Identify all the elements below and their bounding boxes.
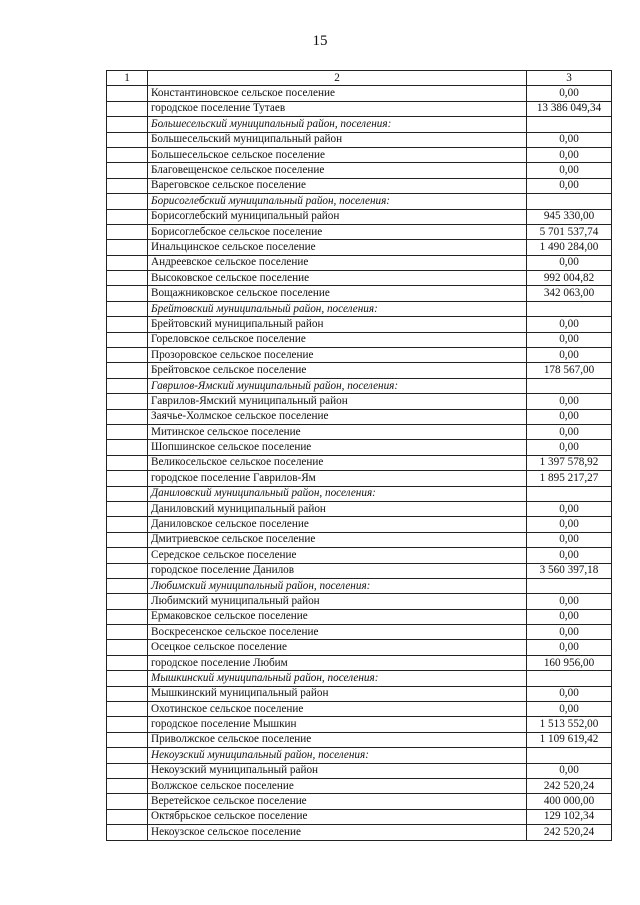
amount-cell: 0,00: [527, 332, 612, 347]
table-row: [107, 625, 612, 640]
settlement-name-cell: Волжское сельское поселение: [148, 778, 527, 793]
table-group-heading-row: [107, 748, 612, 763]
row-index-cell: [107, 825, 148, 840]
amount-cell: 129 102,34: [527, 809, 612, 824]
amount-cell: 1 490 284,00: [527, 240, 612, 255]
row-index-cell: [107, 317, 148, 332]
row-index-cell: [107, 517, 148, 532]
table-row: [107, 424, 612, 439]
settlement-name-cell: Гореловское сельское поселение: [148, 332, 527, 347]
district-heading-cell: Любимский муниципальный район, поселения:: [148, 578, 527, 593]
settlement-name-cell: Борисоглебское сельское поселение: [148, 224, 527, 239]
amount-cell: 0,00: [527, 609, 612, 624]
amount-cell: 242 520,24: [527, 778, 612, 793]
row-index-cell: [107, 717, 148, 732]
amount-cell: 178 567,00: [527, 363, 612, 378]
settlement-name-cell: Брейтовское сельское поселение: [148, 363, 527, 378]
table-body: [107, 86, 612, 840]
settlement-name-cell: Вареговское сельское поселение: [148, 178, 527, 193]
table-row: [107, 548, 612, 563]
settlement-name-cell: Константиновское сельское поселение: [148, 86, 527, 101]
table-row: [107, 394, 612, 409]
row-index-cell: [107, 194, 148, 209]
amount-cell: [527, 748, 612, 763]
settlement-name-cell: Приволжское сельское поселение: [148, 732, 527, 747]
table-row: [107, 440, 612, 455]
amount-cell: 242 520,24: [527, 825, 612, 840]
row-index-cell: [107, 240, 148, 255]
amount-cell: 400 000,00: [527, 794, 612, 809]
amount-cell: 0,00: [527, 147, 612, 162]
settlement-name-cell: Некоузское сельское поселение: [148, 825, 527, 840]
amount-cell: 0,00: [527, 763, 612, 778]
settlement-name-cell: Заячье-Холмское сельское поселение: [148, 409, 527, 424]
row-index-cell: [107, 640, 148, 655]
row-index-cell: [107, 286, 148, 301]
amount-cell: 0,00: [527, 501, 612, 516]
row-index-cell: [107, 332, 148, 347]
table-row: [107, 517, 612, 532]
settlement-name-cell: Некоузский муниципальный район: [148, 763, 527, 778]
row-index-cell: [107, 163, 148, 178]
table-row: [107, 86, 612, 101]
column-header-2: 2: [148, 71, 527, 86]
table-row: [107, 332, 612, 347]
amount-cell: 0,00: [527, 594, 612, 609]
table-row: [107, 825, 612, 840]
settlement-name-cell: городское поселение Тутаев: [148, 101, 527, 116]
amount-cell: 0,00: [527, 640, 612, 655]
amount-cell: 0,00: [527, 178, 612, 193]
settlement-name-cell: городское поселение Любим: [148, 655, 527, 670]
row-index-cell: [107, 455, 148, 470]
amount-cell: 0,00: [527, 517, 612, 532]
table-row: [107, 702, 612, 717]
amount-cell: 0,00: [527, 686, 612, 701]
amount-cell: 0,00: [527, 394, 612, 409]
table-row: [107, 732, 612, 747]
table-group-heading-row: [107, 378, 612, 393]
settlement-name-cell: Большесельское сельское поселение: [148, 147, 527, 162]
amount-cell: 342 063,00: [527, 286, 612, 301]
table-row: [107, 763, 612, 778]
amount-cell: 5 701 537,74: [527, 224, 612, 239]
row-index-cell: [107, 548, 148, 563]
settlement-name-cell: Прозоровское сельское поселение: [148, 348, 527, 363]
table-row: [107, 778, 612, 793]
row-index-cell: [107, 763, 148, 778]
row-index-cell: [107, 748, 148, 763]
row-index-cell: [107, 255, 148, 270]
settlement-name-cell: Митинское сельское поселение: [148, 424, 527, 439]
settlement-name-cell: Большесельский муниципальный район: [148, 132, 527, 147]
table-row: [107, 455, 612, 470]
row-index-cell: [107, 132, 148, 147]
settlement-name-cell: Благовещенское сельское поселение: [148, 163, 527, 178]
amount-cell: [527, 117, 612, 132]
amount-cell: 0,00: [527, 86, 612, 101]
row-index-cell: [107, 578, 148, 593]
table-row: [107, 409, 612, 424]
settlement-name-cell: Середское сельское поселение: [148, 548, 527, 563]
row-index-cell: [107, 86, 148, 101]
table-group-heading-row: [107, 194, 612, 209]
table-row: [107, 640, 612, 655]
table-group-heading-row: [107, 301, 612, 316]
settlement-name-cell: городское поселение Гаврилов-Ям: [148, 471, 527, 486]
table-row: [107, 363, 612, 378]
amount-cell: 0,00: [527, 424, 612, 439]
settlement-name-cell: Ермаковское сельское поселение: [148, 609, 527, 624]
row-index-cell: [107, 271, 148, 286]
amount-cell: 160 956,00: [527, 655, 612, 670]
amount-cell: 0,00: [527, 440, 612, 455]
row-index-cell: [107, 301, 148, 316]
amount-cell: 0,00: [527, 532, 612, 547]
row-index-cell: [107, 794, 148, 809]
amount-cell: 1 895 217,27: [527, 471, 612, 486]
settlement-name-cell: Шопшинское сельское поселение: [148, 440, 527, 455]
amount-cell: 0,00: [527, 255, 612, 270]
table-row: [107, 809, 612, 824]
settlement-name-cell: городское поселение Мышкин: [148, 717, 527, 732]
table-group-heading-row: [107, 486, 612, 501]
table-row: [107, 717, 612, 732]
district-heading-cell: Брейтовский муниципальный район, поселения:: [148, 301, 527, 316]
amount-cell: [527, 578, 612, 593]
row-index-cell: [107, 778, 148, 793]
district-heading-cell: Большесельский муниципальный район, поселения:: [148, 117, 527, 132]
table-row: [107, 255, 612, 270]
table-row: [107, 286, 612, 301]
amount-cell: [527, 671, 612, 686]
table-row: [107, 101, 612, 116]
row-index-cell: [107, 209, 148, 224]
table-row: [107, 348, 612, 363]
settlement-name-cell: Брейтовский муниципальный район: [148, 317, 527, 332]
settlement-name-cell: Воскресенское сельское поселение: [148, 625, 527, 640]
row-index-cell: [107, 363, 148, 378]
row-index-cell: [107, 686, 148, 701]
district-heading-cell: Борисоглебский муниципальный район, поселения:: [148, 194, 527, 209]
settlement-name-cell: Любимский муниципальный район: [148, 594, 527, 609]
amount-cell: 992 004,82: [527, 271, 612, 286]
amount-cell: [527, 194, 612, 209]
district-heading-cell: Мышкинский муниципальный район, поселения:: [148, 671, 527, 686]
amount-cell: 3 560 397,18: [527, 563, 612, 578]
amount-cell: 0,00: [527, 132, 612, 147]
settlement-name-cell: Великосельское сельское поселение: [148, 455, 527, 470]
table-row: [107, 147, 612, 162]
amount-cell: [527, 301, 612, 316]
settlement-name-cell: Высоковское сельское поселение: [148, 271, 527, 286]
table-group-heading-row: [107, 671, 612, 686]
data-table: [106, 70, 612, 841]
settlement-name-cell: Борисоглебский муниципальный район: [148, 209, 527, 224]
table-row: [107, 655, 612, 670]
amount-cell: 1 513 552,00: [527, 717, 612, 732]
column-header-3: 3: [527, 71, 612, 86]
settlement-name-cell: Инальцинское сельское поселение: [148, 240, 527, 255]
table-row: [107, 594, 612, 609]
page-number: 15: [312, 33, 328, 49]
amount-cell: 0,00: [527, 548, 612, 563]
row-index-cell: [107, 147, 148, 162]
table-row: [107, 471, 612, 486]
row-index-cell: [107, 409, 148, 424]
settlement-name-cell: Осецкое сельское поселение: [148, 640, 527, 655]
table-row: [107, 609, 612, 624]
settlement-name-cell: Гаврилов-Ямский муниципальный район: [148, 394, 527, 409]
row-index-cell: [107, 532, 148, 547]
table-row: [107, 271, 612, 286]
row-index-cell: [107, 101, 148, 116]
row-index-cell: [107, 117, 148, 132]
amount-cell: 0,00: [527, 625, 612, 640]
amount-cell: 0,00: [527, 409, 612, 424]
table-group-heading-row: [107, 578, 612, 593]
row-index-cell: [107, 471, 148, 486]
amount-cell: 1 109 619,42: [527, 732, 612, 747]
row-index-cell: [107, 594, 148, 609]
row-index-cell: [107, 378, 148, 393]
settlement-name-cell: Андреевское сельское поселение: [148, 255, 527, 270]
row-index-cell: [107, 424, 148, 439]
table-row: [107, 501, 612, 516]
row-index-cell: [107, 501, 148, 516]
table-row: [107, 686, 612, 701]
row-index-cell: [107, 348, 148, 363]
row-index-cell: [107, 625, 148, 640]
row-index-cell: [107, 702, 148, 717]
table-row: [107, 163, 612, 178]
row-index-cell: [107, 440, 148, 455]
settlement-name-cell: Даниловский муниципальный район: [148, 501, 527, 516]
table-row: [107, 209, 612, 224]
table-row: [107, 563, 612, 578]
table-row: [107, 240, 612, 255]
amount-cell: [527, 486, 612, 501]
amount-cell: 0,00: [527, 317, 612, 332]
row-index-cell: [107, 394, 148, 409]
amount-cell: 0,00: [527, 348, 612, 363]
table-row: [107, 794, 612, 809]
amount-cell: 945 330,00: [527, 209, 612, 224]
settlement-name-cell: Вощажниковское сельское поселение: [148, 286, 527, 301]
settlement-name-cell: Мышкинский муниципальный район: [148, 686, 527, 701]
row-index-cell: [107, 671, 148, 686]
table-row: [107, 317, 612, 332]
table-row: [107, 224, 612, 239]
row-index-cell: [107, 224, 148, 239]
row-index-cell: [107, 655, 148, 670]
amount-cell: [527, 378, 612, 393]
amount-cell: 1 397 578,92: [527, 455, 612, 470]
row-index-cell: [107, 809, 148, 824]
district-heading-cell: Некоузский муниципальный район, поселения:: [148, 748, 527, 763]
settlement-name-cell: Охотинское сельское поселение: [148, 702, 527, 717]
column-header-1: 1: [107, 71, 148, 86]
table-row: [107, 132, 612, 147]
row-index-cell: [107, 178, 148, 193]
table-group-heading-row: [107, 117, 612, 132]
amount-cell: 0,00: [527, 163, 612, 178]
amount-cell: 0,00: [527, 702, 612, 717]
row-index-cell: [107, 732, 148, 747]
header-row: [107, 71, 612, 86]
district-heading-cell: Гаврилов-Ямский муниципальный район, поселения:: [148, 378, 527, 393]
settlement-name-cell: Октябрьское сельское поселение: [148, 809, 527, 824]
settlement-name-cell: городское поселение Данилов: [148, 563, 527, 578]
row-index-cell: [107, 563, 148, 578]
amount-cell: 13 386 049,34: [527, 101, 612, 116]
row-index-cell: [107, 609, 148, 624]
table-row: [107, 532, 612, 547]
row-index-cell: [107, 486, 148, 501]
settlement-name-cell: Веретейское сельское поселение: [148, 794, 527, 809]
district-heading-cell: Даниловский муниципальный район, поселения:: [148, 486, 527, 501]
settlement-name-cell: Дмитриевское сельское поселение: [148, 532, 527, 547]
table-row: [107, 178, 612, 193]
settlement-name-cell: Даниловское сельское поселение: [148, 517, 527, 532]
